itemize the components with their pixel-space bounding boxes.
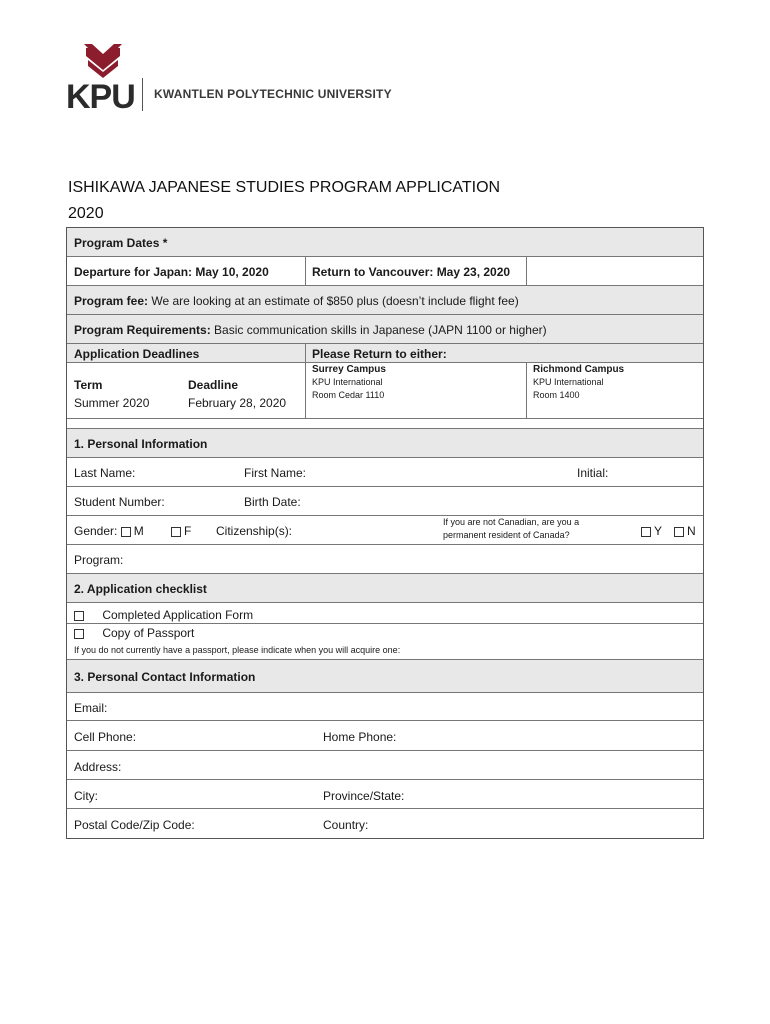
city-label: City: xyxy=(74,789,98,803)
term-header: Term xyxy=(74,378,103,392)
contact-header xyxy=(67,660,703,693)
country-label: Country: xyxy=(323,818,369,832)
citizenship-label: Citizenship(s): xyxy=(216,524,293,538)
kpu-logo xyxy=(66,44,144,112)
program-row[interactable] xyxy=(67,545,703,574)
gender-m-label: M xyxy=(133,524,144,538)
postal-label: Postal Code/Zip Code: xyxy=(74,818,195,832)
city-row[interactable] xyxy=(67,780,703,809)
program-fee-row xyxy=(67,286,703,315)
contact-title: 3. Personal Contact Information xyxy=(74,670,256,684)
gender-label: Gender: xyxy=(74,524,118,538)
program-dates-label: Program Dates * xyxy=(74,236,168,250)
checklist-passport-checkbox[interactable] xyxy=(74,629,84,639)
university-name: KWANTLEN POLYTECHNIC UNIVERSITY xyxy=(154,87,392,101)
pr-no-label: N xyxy=(687,524,696,538)
name-row[interactable] xyxy=(67,458,703,487)
gender-f-label: F xyxy=(184,524,192,538)
postal-row[interactable] xyxy=(67,809,703,838)
program-dates-row xyxy=(67,228,703,257)
form-title xyxy=(68,175,500,227)
departure-date: Departure for Japan: May 10, 2020 xyxy=(74,265,269,279)
pr-yes-label: Y xyxy=(654,524,663,538)
gender-f-checkbox[interactable] xyxy=(171,527,181,537)
deadlines-label: Application Deadlines xyxy=(74,347,200,361)
checklist-items xyxy=(67,603,703,660)
student-number-label: Student Number: xyxy=(74,495,165,509)
student-number-row[interactable] xyxy=(67,487,703,516)
return-date: Return to Vancouver: May 23, 2020 xyxy=(312,265,511,279)
program-fee-text: We are looking at an estimate of $850 plus (doesn’t include flight fee) xyxy=(151,294,519,308)
last-name-label: Last Name: xyxy=(74,466,136,480)
spacer-row xyxy=(67,419,703,429)
deadlines-row xyxy=(67,344,703,419)
province-label: Province/State: xyxy=(323,789,405,803)
requirements-row xyxy=(67,315,703,344)
program-label: Program: xyxy=(74,553,124,567)
requirements-text: Basic communication skills in Japanese (JAPN 1100 or higher) xyxy=(214,323,547,337)
term-value: Summer 2020 xyxy=(74,396,150,410)
richmond-campus-name: Richmond Campus xyxy=(533,364,625,375)
address-row[interactable] xyxy=(67,751,703,780)
pr-yes-checkbox[interactable] xyxy=(641,527,651,537)
pr-question-line1: If you are not Canadian, are you a xyxy=(443,517,580,527)
surrey-campus-name: Surrey Campus xyxy=(312,364,386,375)
checklist-header xyxy=(67,574,703,603)
form-title-year: 2020 xyxy=(68,205,104,222)
first-name-label: First Name: xyxy=(244,466,307,480)
program-fee-label: Program fee: xyxy=(74,294,149,308)
email-row[interactable] xyxy=(67,693,703,721)
email-label: Email: xyxy=(74,701,108,715)
birth-date-label: Birth Date: xyxy=(244,495,301,509)
phone-row[interactable] xyxy=(67,721,703,751)
pr-question-line2: permanent resident of Canada? xyxy=(443,530,570,540)
passport-note: If you do not currently have a passport, please indicate when you will acquire one: xyxy=(74,645,401,655)
richmond-campus-line1: KPU International xyxy=(533,377,604,387)
checklist-form-checkbox[interactable] xyxy=(74,611,84,621)
application-form xyxy=(66,227,704,839)
home-phone-label: Home Phone: xyxy=(323,730,397,744)
deadline-header: Deadline xyxy=(188,378,239,392)
logo-divider xyxy=(142,78,143,111)
surrey-campus-line1: KPU International xyxy=(312,377,383,387)
deadline-value: February 28, 2020 xyxy=(188,396,287,410)
pr-no-checkbox[interactable] xyxy=(674,527,684,537)
checklist-title: 2. Application checklist xyxy=(74,582,207,596)
travel-dates-row xyxy=(67,257,703,286)
personal-info-header xyxy=(67,429,703,458)
form-title-line1: ISHIKAWA JAPANESE STUDIES PROGRAM APPLICATION xyxy=(68,179,501,196)
gender-row xyxy=(67,516,703,545)
requirements-label: Program Requirements: xyxy=(74,323,211,337)
checklist-passport-label: Copy of Passport xyxy=(102,626,195,640)
return-to-label: Please Return to either: xyxy=(312,347,447,361)
initial-label: Initial: xyxy=(577,466,609,480)
cell-phone-label: Cell Phone: xyxy=(74,730,137,744)
richmond-campus-line2: Room 1400 xyxy=(533,390,580,400)
personal-info-title: 1. Personal Information xyxy=(74,437,208,451)
gender-m-checkbox[interactable] xyxy=(121,527,131,537)
kpu-logo-text: KPU xyxy=(66,78,135,112)
checklist-form-label: Completed Application Form xyxy=(102,608,254,622)
address-label: Address: xyxy=(74,760,122,774)
surrey-campus-line2: Room Cedar 1110 xyxy=(312,390,385,400)
